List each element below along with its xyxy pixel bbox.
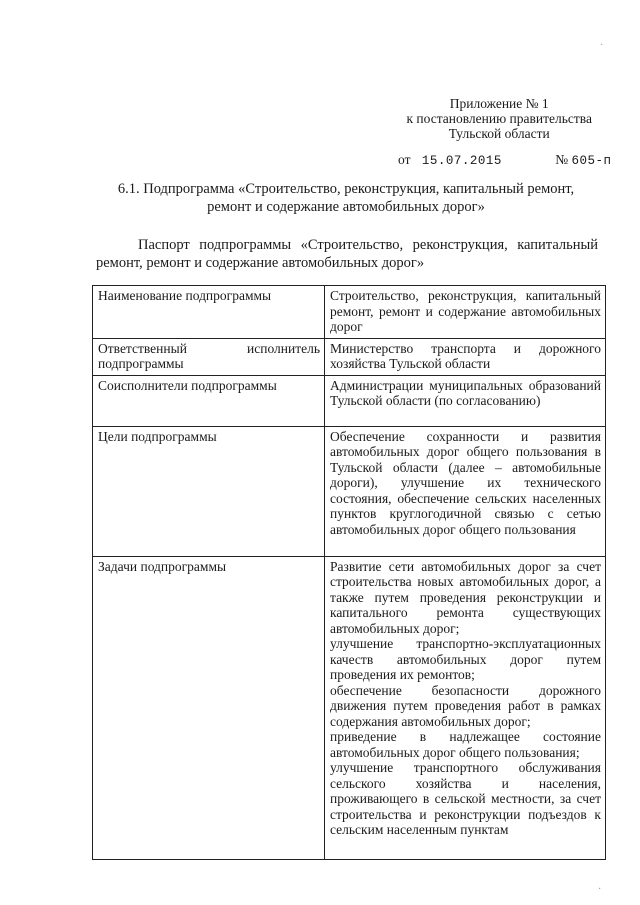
table-row	[93, 375, 606, 426]
scan-mark: ·	[598, 884, 602, 895]
row-value	[325, 556, 606, 859]
task-item: улучшение транспортного обслуживания сельского хозяйства и населения, проживающего в сельской местности, за счет строительства и реконструкции подъездов к сельским населенным пунктам	[330, 760, 601, 837]
row-label: Ответственный исполнитель подпрограммы	[93, 338, 325, 375]
row-value: Администрации муниципальных образований Тульской области (по согласованию)	[325, 375, 606, 426]
task-item: приведение в надлежащее состояние автомобильных дорог общего пользования;	[330, 729, 601, 760]
section-title	[96, 180, 596, 216]
passport-table	[92, 285, 606, 860]
task-item: обеспечение безопасности дорожного движения путем проведения работ в рамках содержания автомобильных дорог;	[330, 682, 601, 729]
table-row	[93, 556, 606, 859]
table-row	[93, 338, 606, 375]
row-label: Задачи подпрограммы	[93, 556, 325, 859]
passport-heading: Паспорт подпрограммы «Строительство, реконструкция, капитальный ремонт, ремонт и содержание автомобильных дорог»	[96, 237, 598, 271]
appendix-header	[406, 96, 592, 141]
row-value: Строительство, реконструкция, капитальный ремонт, ремонт и содержание автомобильных дорог	[325, 286, 606, 339]
appendix-title: Приложение № 1	[449, 96, 549, 111]
order-date: 15.07.2015	[421, 154, 502, 168]
scan-mark: ·	[600, 40, 604, 51]
table-row	[93, 286, 606, 339]
order-number-label: №	[555, 152, 569, 167]
order-from-label: от	[398, 152, 411, 167]
row-label: Цели подпрограммы	[93, 426, 325, 556]
order-line	[398, 152, 612, 168]
row-label: Наименование подпрограммы	[93, 286, 325, 339]
appendix-reference: к постановлению правительства	[406, 111, 592, 126]
section-title-line: 6.1. Подпрограмма «Строительство, реконструкция, капитальный ремонт,	[117, 181, 575, 197]
table-row	[93, 426, 606, 556]
appendix-region: Тульской области	[448, 126, 550, 141]
task-item: Развитие сети автомобильных дорог за счет строительства новых автомобильных дорог, а также путем проведения реконструкции и капитального ремонта существующих автомобильных дорог;	[330, 558, 601, 636]
row-value: Министерство транспорта и дорожного хозяйства Тульской области	[325, 338, 606, 375]
order-number: 605-п	[571, 154, 612, 168]
task-item: улучшение транспортно-эксплуатационных качеств автомобильных дорог путем проведения их ремонтов;	[330, 636, 601, 682]
row-label: Соисполнители подпрограммы	[93, 375, 325, 426]
section-title-line: ремонт и содержание автомобильных дорог»	[207, 199, 485, 215]
row-value: Обеспечение сохранности и развития автомобильных дорог общего пользования в Тульской области (далее – автомобильные дороги), улучшение их технического состояния, обеспечение сельских населенных пунктов круглогодичной связью с сетью автомобильных дорог общего пользования	[325, 426, 606, 556]
